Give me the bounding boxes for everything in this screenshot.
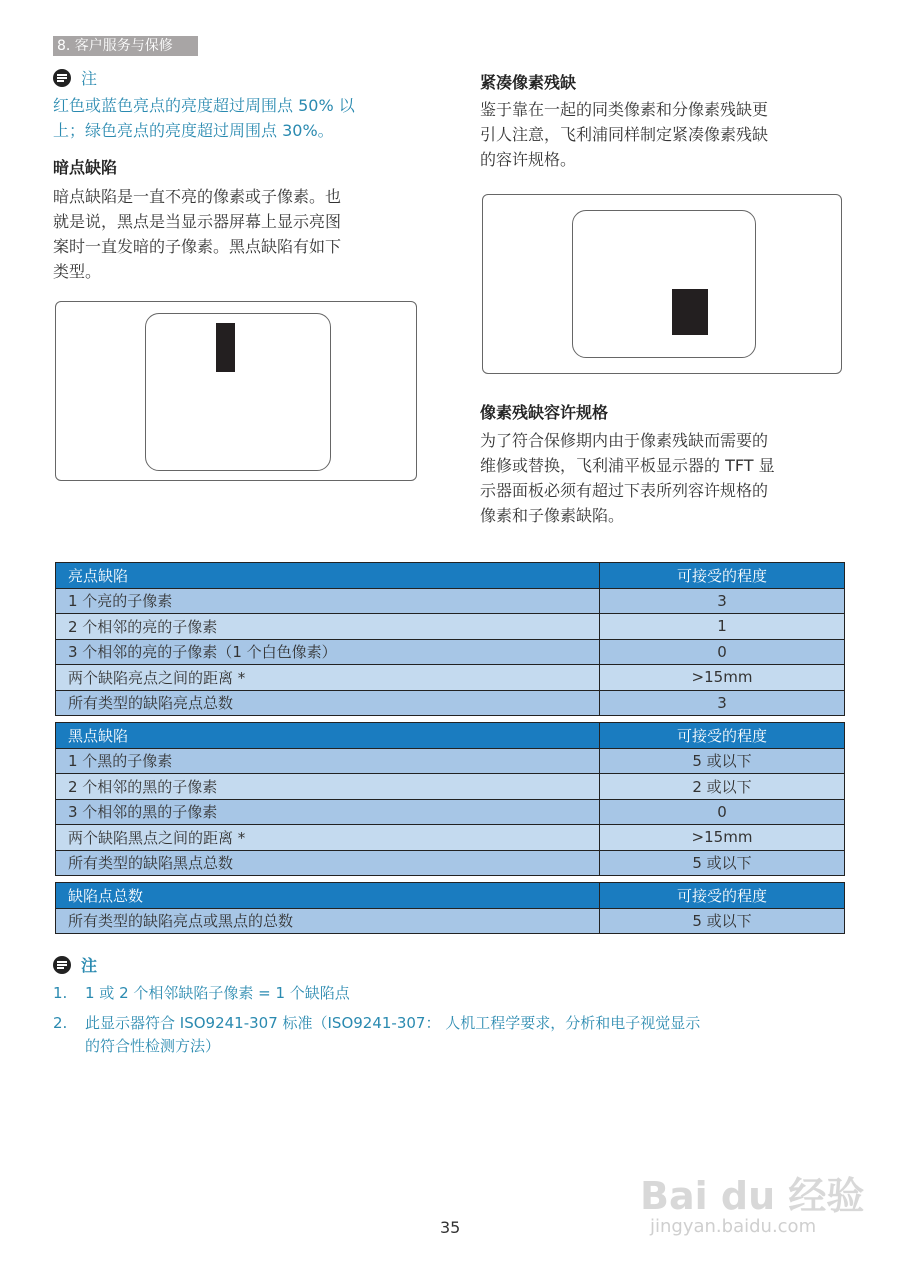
page-number: 35 [440,1218,461,1237]
para-line: 维修或替换，飞利浦平板显示器的 TFT 显 [480,456,775,475]
watermark-logo: Bai du 经验 [640,1174,865,1218]
table-header: 黑点缺陷 [56,723,600,749]
compact-defect [672,289,708,335]
table-row: 3 个相邻的黑的子像素 0 [56,799,845,825]
table-row: 2 个相邻的亮的子像素 1 [56,614,845,640]
tolerance-title: 像素残缺容许规格 [480,403,609,422]
para-line: 像素和子像素缺陷。 [480,506,625,525]
total-defect-table [55,882,845,934]
table-row: 1 个亮的子像素 3 [56,588,845,614]
note-title: 注 [81,69,98,88]
screen-outline [145,313,331,471]
para-line: 引人注意，飞利浦同样制定紧凑像素残缺 [480,125,769,144]
note-text: 上；绿色亮点的亮度超过周围点 30%。 [53,121,334,140]
note-icon [53,956,71,974]
para-line: 的容许规格。 [480,150,577,169]
table-header: 可接受的程度 [600,883,845,909]
table-row: 所有类型的缺陷亮点或黑点的总数 5 或以下 [56,908,845,934]
table-header: 缺陷点总数 [56,883,600,909]
table-row: 3 个相邻的亮的子像素（1 个白色像素） 0 [56,639,845,665]
para-line: 案时一直发暗的子像素。黑点缺陷有如下 [53,237,342,256]
watermark-url: jingyan.baidu.com [650,1216,817,1237]
note-heading [53,66,97,89]
dark-subpixel [216,323,235,372]
screen-outline [572,210,756,358]
para-line: 为了符合保修期内由于像素残缺而需要的 [480,431,769,450]
dark-dot-title: 暗点缺陷 [53,158,118,177]
section-header: 8. 客户服务与保修 [53,36,198,56]
para-line: 暗点缺陷是一直不亮的像素或子像素。也 [53,187,342,206]
bright-dot-table [55,562,845,716]
table-row: 2 个相邻的黑的子像素 2 或以下 [56,774,845,800]
table-row: 所有类型的缺陷亮点总数 3 [56,690,845,716]
note-text: 红色或蓝色亮点的亮度超过周围点 50% 以 [53,96,355,115]
table-row: 两个缺陷亮点之间的距离 * >15mm [56,665,845,691]
para-line: 就是说，黑点是当显示器屏幕上显示亮图 [53,212,342,231]
compact-title: 紧凑像素残缺 [480,73,577,92]
dark-dot-table [55,722,845,876]
table-header: 可接受的程度 [600,563,845,589]
table-row: 1 个黑的子像素 5 或以下 [56,748,845,774]
table-row: 所有类型的缺陷黑点总数 5 或以下 [56,850,845,876]
table-row: 两个缺陷黑点之间的距离 * >15mm [56,825,845,851]
table-header: 可接受的程度 [600,723,845,749]
note-icon [53,69,71,87]
note-title: 注 [81,956,98,975]
para-line: 鉴于靠在一起的同类像素和分像素残缺更 [480,100,769,119]
table-header: 亮点缺陷 [56,563,600,589]
note-list-item: 1. 1 或 2 个相邻缺陷子像素 = 1 个缺陷点 [53,984,350,1002]
para-line: 类型。 [53,262,102,281]
note-heading [53,953,97,976]
note-list-item: 2. 此显示器符合 ISO9241-307 标准（ISO9241-307： 人机工程学要求，分析和电子视觉显示 的符合性检测方法） [53,1014,701,1055]
para-line: 示器面板必须有超过下表所列容许规格的 [480,481,769,500]
